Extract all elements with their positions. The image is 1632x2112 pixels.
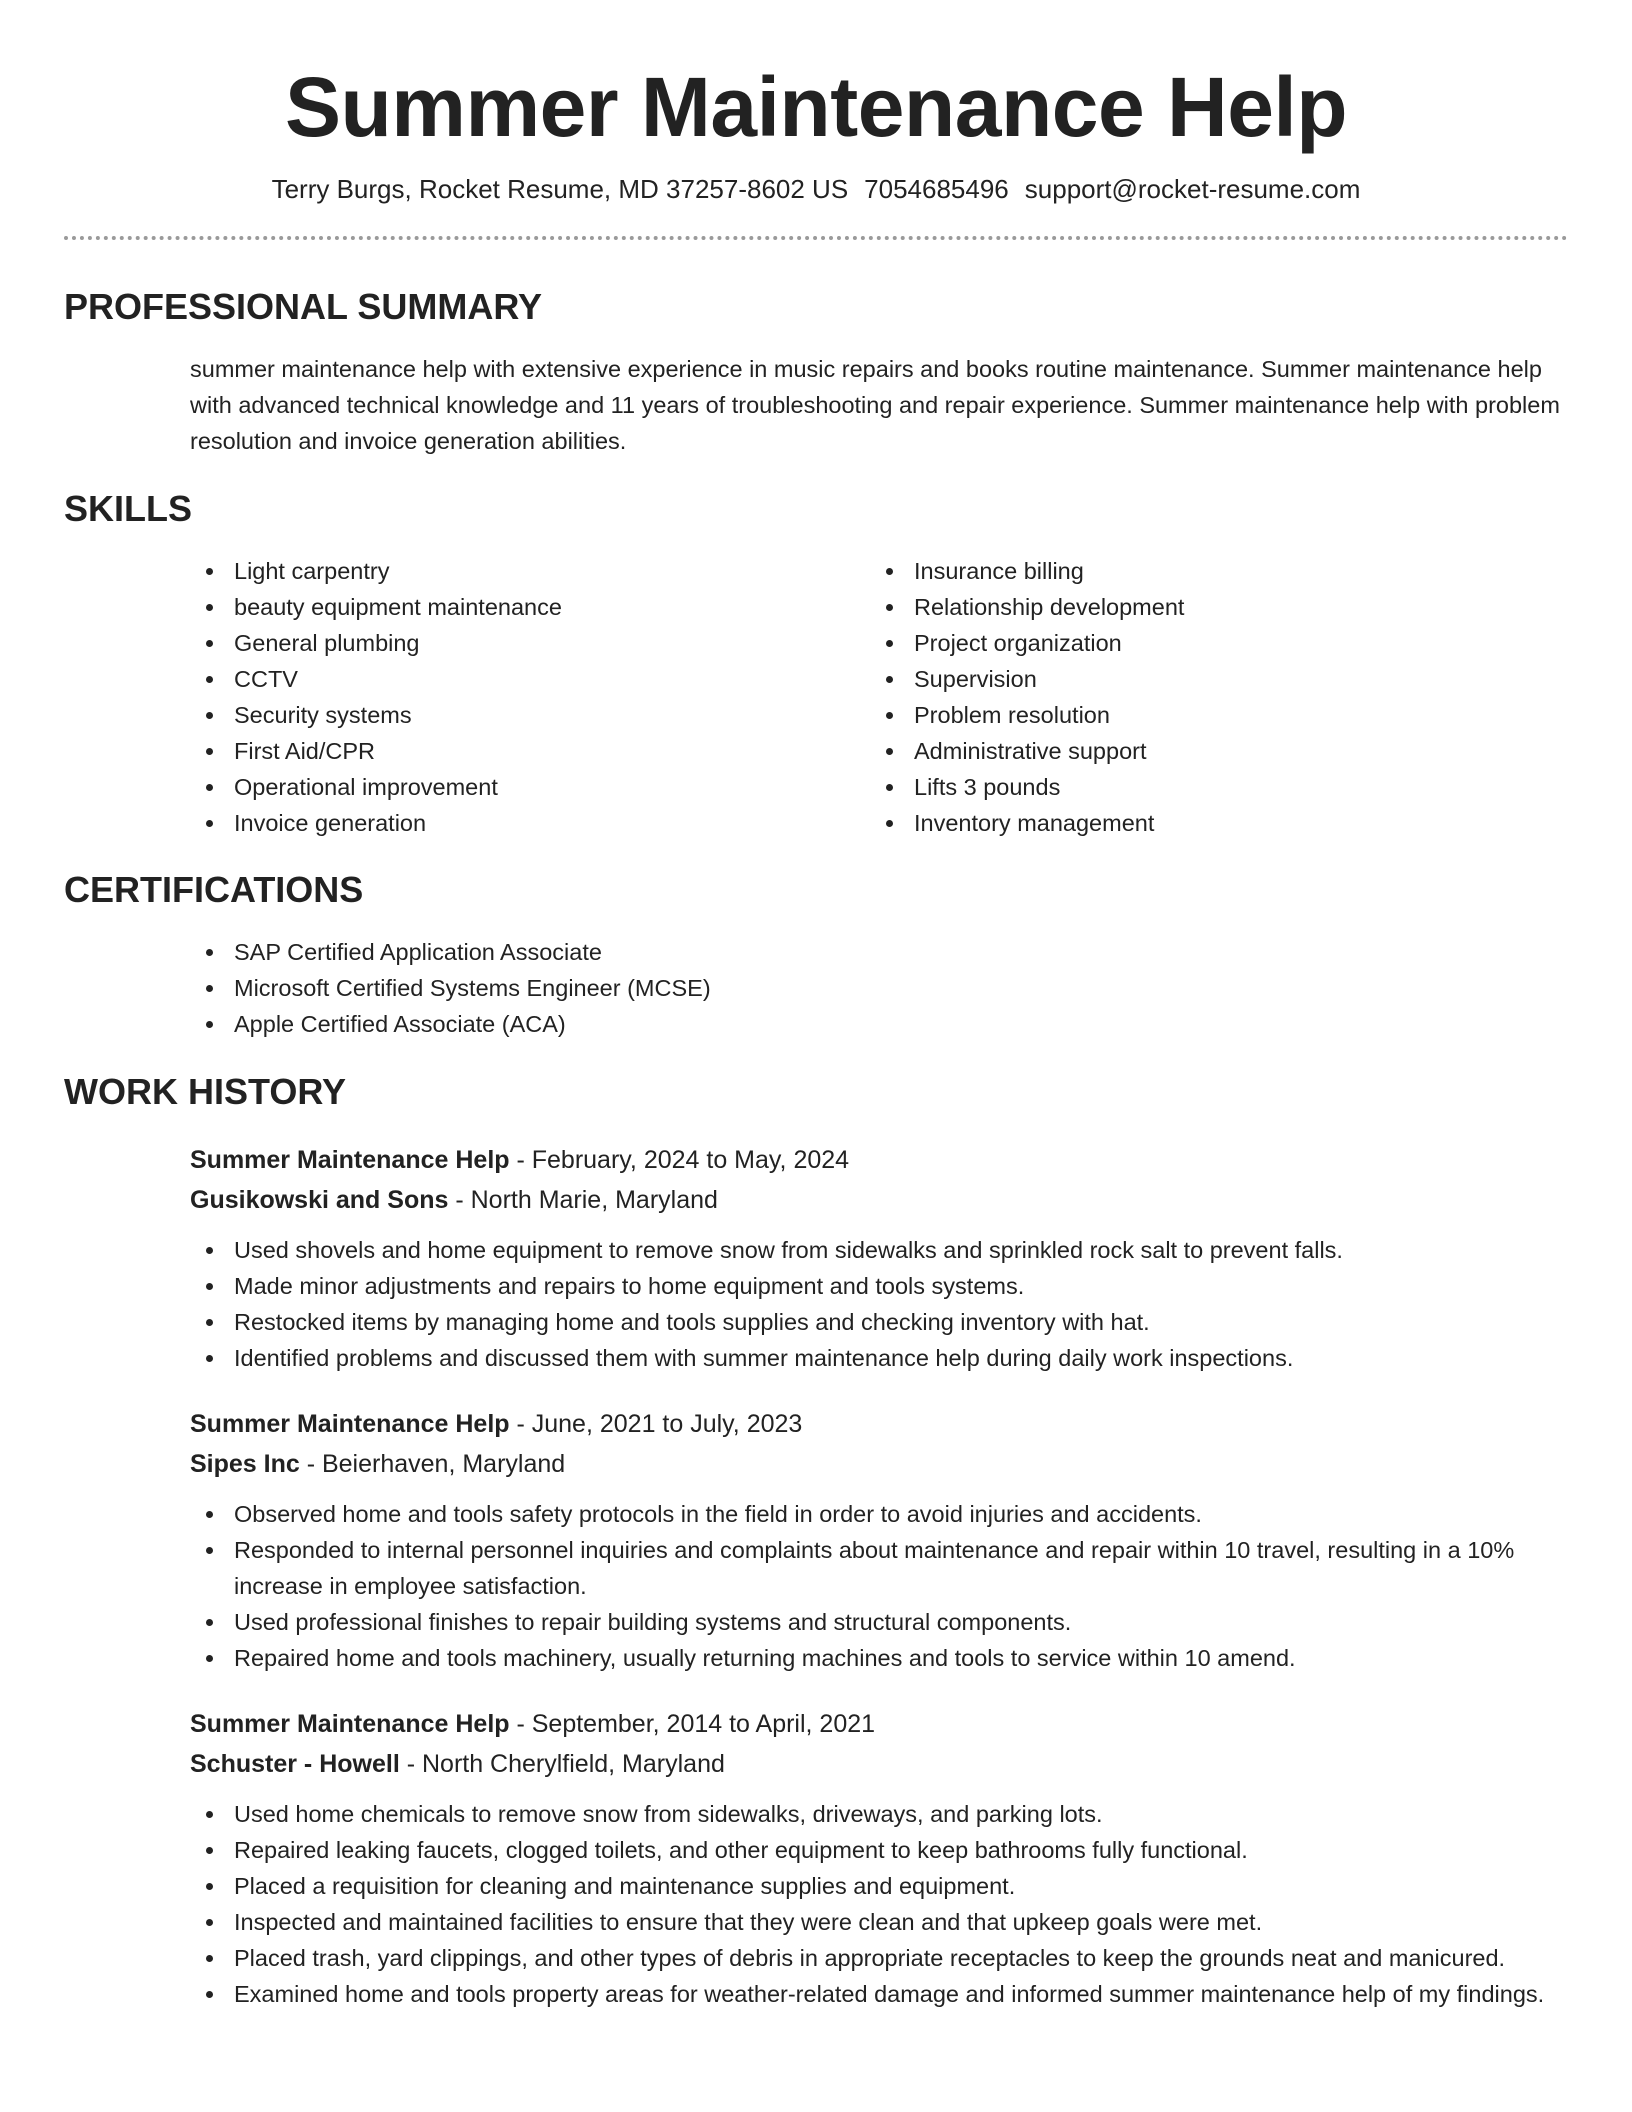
- skill-item: Project organization: [870, 625, 1184, 661]
- job-bullets: [190, 1232, 1560, 1376]
- job-dates: - June, 2021 to July, 2023: [509, 1410, 803, 1438]
- resume-page: [64, 0, 1568, 2012]
- job-bullet: Restocked items by managing home and tools supplies and checking inventory with hat.: [190, 1304, 1560, 1340]
- job-company: Gusikowski and Sons: [190, 1186, 449, 1214]
- job-bullet: Made minor adjustments and repairs to home equipment and tools systems.: [190, 1268, 1560, 1304]
- job-title: Summer Maintenance Help: [190, 1410, 510, 1438]
- certification-item: SAP Certified Application Associate: [190, 934, 1568, 970]
- job-company: Schuster - Howell: [190, 1750, 400, 1778]
- resume-title: Summer Maintenance Help: [284, 60, 1348, 154]
- job-location: - North Cherylfield, Maryland: [399, 1750, 725, 1778]
- skill-item: General plumbing: [190, 625, 870, 661]
- skill-item: Light carpentry: [190, 553, 870, 589]
- job-entry: [190, 1404, 1568, 1676]
- skills-list: [190, 553, 1568, 841]
- job-entry: [190, 1704, 1568, 2012]
- job-company-line: [190, 1744, 1568, 1784]
- job-dates: - February, 2024 to May, 2024: [509, 1146, 850, 1174]
- skills-column-right: [870, 553, 1184, 841]
- job-entry: [190, 1140, 1568, 1376]
- skill-item: First Aid/CPR: [190, 733, 870, 769]
- job-bullet: Observed home and tools safety protocols in the field in order to avoid injuries and accidents.: [190, 1496, 1560, 1532]
- skill-item: Insurance billing: [870, 553, 1184, 589]
- job-dates: - September, 2014 to April, 2021: [509, 1710, 876, 1738]
- job-bullet: Placed a requisition for cleaning and maintenance supplies and equipment.: [190, 1868, 1560, 1904]
- job-bullet: Used home chemicals to remove snow from sidewalks, driveways, and parking lots.: [190, 1796, 1560, 1832]
- job-title-line: [190, 1140, 1568, 1180]
- contact-phone: 7054685496: [864, 174, 1009, 204]
- job-bullet: Used professional finishes to repair building systems and structural components.: [190, 1604, 1560, 1640]
- skill-item: Operational improvement: [190, 769, 870, 805]
- contact-line: [64, 172, 1568, 206]
- summary-text: summer maintenance help with extensive experience in music repairs and books routine maintenance. Summer maintenance help with advanced technical knowledge and 11 years of troubleshooting and repair experience. Summer maintenance help with problem resolution and invoice generation abilities.: [190, 356, 1560, 454]
- contact-email[interactable]: support@rocket-resume.com: [1024, 174, 1361, 204]
- job-bullets: [190, 1796, 1560, 2012]
- header-divider: [64, 236, 1568, 240]
- skill-item: Relationship development: [870, 589, 1184, 625]
- job-bullet: Repaired home and tools machinery, usually returning machines and tools to service within 10 amend.: [190, 1640, 1560, 1676]
- skill-item: CCTV: [190, 661, 870, 697]
- job-location: - Beierhaven, Maryland: [299, 1450, 566, 1478]
- job-company-line: [190, 1180, 1568, 1220]
- skill-item: Inventory management: [870, 805, 1184, 841]
- job-bullet: Identified problems and discussed them with summer maintenance help during daily work inspections.: [190, 1340, 1560, 1376]
- skills-column-left: [190, 553, 870, 841]
- job-company-line: [190, 1444, 1568, 1484]
- job-title: Summer Maintenance Help: [190, 1710, 510, 1738]
- job-bullet: Examined home and tools property areas for weather-related damage and informed summer maintenance help of my findings.: [190, 1976, 1560, 2012]
- contact-address: Terry Burgs, Rocket Resume, MD 37257-8602 US: [271, 174, 849, 204]
- job-title-line: [190, 1704, 1568, 1744]
- skill-item: Problem resolution: [870, 697, 1184, 733]
- certification-item: Microsoft Certified Systems Engineer (MCSE): [190, 970, 1568, 1006]
- skill-item: beauty equipment maintenance: [190, 589, 870, 625]
- certifications-list: [190, 934, 1568, 1042]
- skill-item: Administrative support: [870, 733, 1184, 769]
- job-title-line: [190, 1404, 1568, 1444]
- job-bullet: Repaired leaking faucets, clogged toilets, and other equipment to keep bathrooms fully functional.: [190, 1832, 1560, 1868]
- skill-item: Supervision: [870, 661, 1184, 697]
- certifications-heading: CERTIFICATIONS: [64, 869, 364, 910]
- job-title: Summer Maintenance Help: [190, 1146, 510, 1174]
- skills-heading: SKILLS: [64, 488, 193, 529]
- skill-item: Lifts 3 pounds: [870, 769, 1184, 805]
- job-bullets: [190, 1496, 1560, 1676]
- skill-item: Invoice generation: [190, 805, 870, 841]
- certification-item: Apple Certified Associate (ACA): [190, 1006, 1568, 1042]
- job-bullet: Used shovels and home equipment to remove snow from sidewalks and sprinkled rock salt to prevent falls.: [190, 1232, 1560, 1268]
- job-bullet: Inspected and maintained facilities to ensure that they were clean and that upkeep goals were met.: [190, 1904, 1560, 1940]
- skill-item: Security systems: [190, 697, 870, 733]
- summary-heading: PROFESSIONAL SUMMARY: [64, 286, 543, 327]
- job-location: - North Marie, Maryland: [448, 1186, 718, 1214]
- job-bullet: Placed trash, yard clippings, and other types of debris in appropriate receptacles to keep the grounds neat and manicured.: [190, 1940, 1560, 1976]
- work-history-heading: WORK HISTORY: [64, 1071, 347, 1112]
- job-bullet: Responded to internal personnel inquiries and complaints about maintenance and repair within 10 travel, resulting in a 10% increase in employee satisfaction.: [190, 1532, 1560, 1604]
- job-company: Sipes Inc: [190, 1450, 300, 1478]
